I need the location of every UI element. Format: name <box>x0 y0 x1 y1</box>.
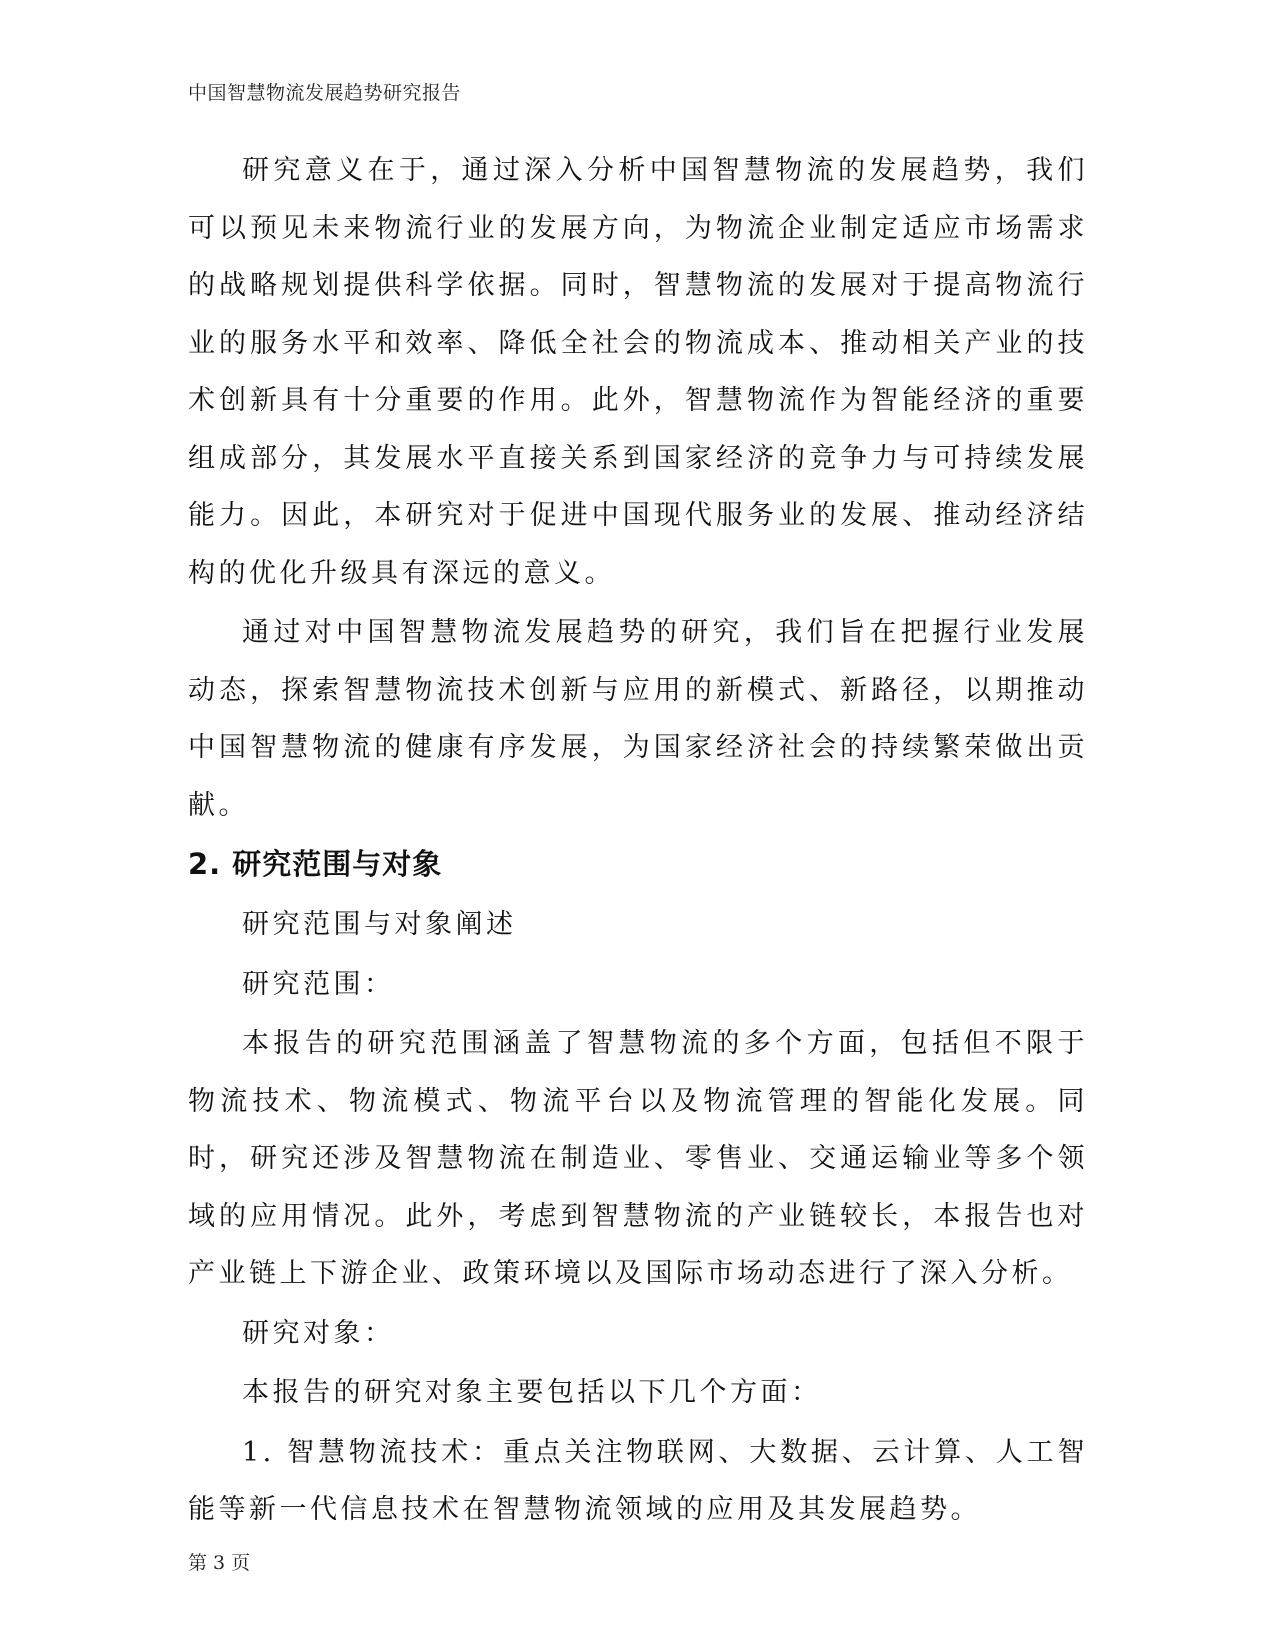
section-heading: 2. 研究范围与对象 <box>188 847 443 881</box>
paragraph-significance: 研究意义在于，通过深入分析中国智慧物流的发展趋势，我们可以预见未来物流行业的发展方向，为物流企业制定适应市场需求的战略规划提供科学依据。同时，智慧物流的发展对于提高物流行业的服务水平和效率、降低全社会的物流成本、推动相关产业的技术创新具有十分重要的作用。此外，智慧物流作为智能经济的重要组成部分，其发展水平直接关系到国家经济的竞争力与可持续发展能力。因此，本研究对于促进中国现代服务业的发展、推动经济结构的优化升级具有深远的意义。 <box>188 155 1088 589</box>
paragraph-object-intro: 本报告的研究对象主要包括以下几个方面： <box>242 1377 822 1408</box>
paragraph-scope: 本报告的研究范围涵盖了智慧物流的多个方面，包括但不限于物流技术、物流模式、物流平台以及物流管理的智能化发展。同时，研究还涉及智慧物流在制造业、零售业、交通运输业等多个领域的应用情况。此外，考虑到智慧物流的产业链较长，本报告也对产业链上下游企业、政策环境以及国际市场动态进行了深入分析。 <box>188 1028 1088 1289</box>
object-label: 研究对象： <box>242 1317 395 1349</box>
section-subtitle: 研究范围与对象阐述 <box>242 909 517 940</box>
scope-label: 研究范围： <box>242 968 395 1000</box>
list-item-tech: 1. 智慧物流技术：重点关注物联网、大数据、云计算、人工智能等新一代信息技术在智慧物流领域的应用及其发展趋势。 <box>188 1436 1088 1525</box>
paragraph-goal: 通过对中国智慧物流发展趋势的研究，我们旨在把握行业发展动态，探索智慧物流技术创新与应用的新模式、新路径，以期推动中国智慧物流的健康有序发展，为国家经济社会的持续繁荣做出贡献。 <box>188 617 1088 821</box>
body-content <box>188 142 1088 1541</box>
running-header: 中国智慧物流发展趋势研究报告 <box>188 82 462 104</box>
page-number: 第 3 页 <box>188 1552 251 1574</box>
